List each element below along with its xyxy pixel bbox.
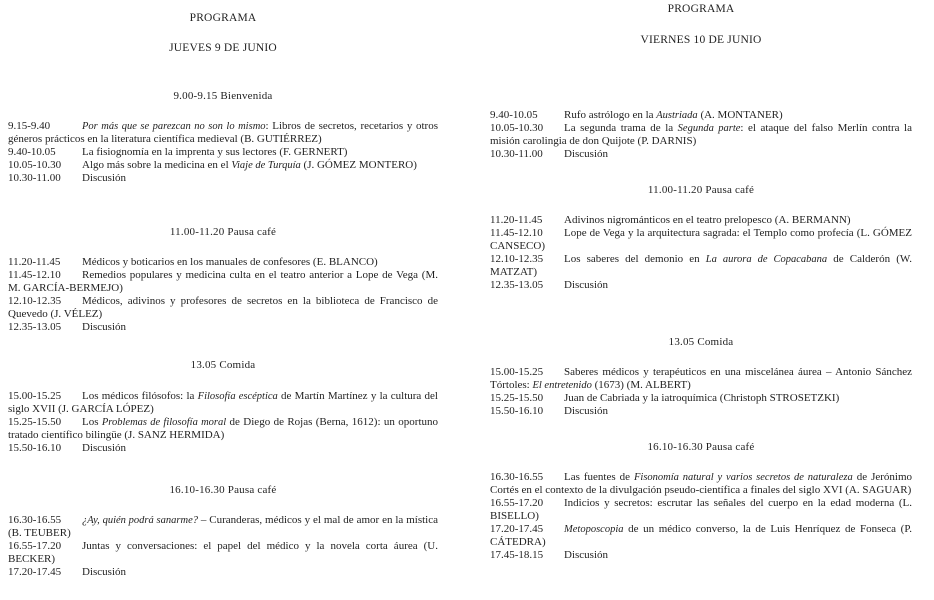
program-entry [8,390,438,416]
work-title: Metoposcopia [564,524,624,535]
entry-time: 17.45-18.15 [490,549,544,561]
session-block [8,390,438,455]
entry-text: de Diego de Rojas (Berna, 1612): un oportuno tratado científico bilingüe (J. SANZ HERMIDA) [8,416,439,441]
entry-time: 12.35-13.05 [490,279,544,291]
program-entry [8,256,438,269]
program-entry [8,540,438,566]
section-header: 11.00-11.20 Pausa café [647,184,755,196]
entry-time: 11.20-11.45 [8,256,61,268]
session-block [490,366,912,418]
entry-text: Indicios y secretos: escrutar las señales del cuerpo en la edad moderna (L. BISELLO) [490,497,912,522]
entry-time: 11.45-12.10 [8,269,61,281]
program-entry [490,214,912,227]
entry-time: 15.50-16.10 [8,442,62,454]
program-entry [8,442,438,455]
entry-time: 16.30-16.55 [8,514,62,526]
entry-time: 10.05-10.30 [8,159,62,171]
entry-text: (1673) (M. ALBERT) [591,379,691,391]
program-entry [490,122,912,148]
entry-text: de Jerónimo Cortés en el contexto de la divulgación pseudo-científica a finales del siglo XVI (A. SAGUAR) [490,471,913,496]
section-header: 16.10-16.30 Pausa café [647,441,755,453]
programa-heading: PROGRAMA [667,3,735,15]
program-entry [490,497,912,523]
program-entry [490,471,912,497]
entry-text: Discusión [564,279,608,291]
entry-text: Médicos, adivinos y profesores de secretos en la biblioteca de Francisco de Quevedo (J. VÉLEZ) [8,295,438,320]
entry-text: Discusión [564,148,608,160]
program-entry [8,321,438,334]
entry-text: Saberes médicos y terapéuticos en una miscelánea áurea – Antonio Sánchez Tórtoles: [490,366,912,391]
program-entry [490,549,912,562]
entry-text: Discusión [564,549,608,561]
section-header: 9.00-9.15 Bienvenida [173,90,273,102]
work-title: Segunda parte [677,123,741,134]
entry-time: 11.45-12.10 [490,227,543,239]
entry-time: 15.50-16.10 [490,405,544,417]
entry-time: 9.15-9.40 [8,120,51,132]
entry-text: Los saberes del demonio en [564,253,706,265]
entry-text: La segunda trama de la [564,122,678,134]
section-header: 13.05 Comida [668,336,734,348]
programa-heading: PROGRAMA [189,12,257,24]
work-title: Filosofía escéptica [197,391,278,402]
entry-text: (J. GÓMEZ MONTERO) [300,159,417,171]
entry-time: 15.00-15.25 [8,390,62,402]
work-title: Por más que se parezcan no son lo mismo [82,121,266,132]
section-header: 13.05 Comida [190,359,256,371]
program-entry [8,566,438,579]
program-entry [8,416,438,442]
entry-text: Los [82,416,102,428]
section-header: 11.00-11.20 Pausa café [169,226,277,238]
program-entry [8,146,438,159]
entry-time: 16.30-16.55 [490,471,544,483]
work-title: Austriada [656,110,698,121]
entry-time: 17.20-17.45 [490,523,544,535]
entry-time: 10.30-11.00 [490,148,543,160]
entry-time: 11.20-11.45 [490,214,543,226]
entry-time: 12.35-13.05 [8,321,62,333]
entry-time: 9.40-10.05 [8,146,56,158]
entry-time: 16.55-17.20 [8,540,62,552]
entry-time: 15.25-15.50 [8,416,62,428]
entry-text: Discusión [82,172,126,184]
entry-text: Lope de Vega y la arquitectura sagrada: el Templo como profecía (L. GÓMEZ CANSECO) [490,227,912,252]
section-header: 16.10-16.30 Pausa café [169,484,277,496]
entry-text: Los médicos filósofos: la [82,390,198,402]
program-entry [8,159,438,172]
entry-text: Las fuentes de [564,471,634,483]
entry-text: Adivinos nigrománticos en el teatro prelopesco (A. BERMANN) [564,214,851,226]
entry-text: Juan de Cabriada y la iatroquímica (Christoph STROSETZKI) [564,392,840,404]
work-title: La aurora de Copacabana [705,254,828,265]
entry-time: 16.55-17.20 [490,497,544,509]
program-entry [490,253,912,279]
program-entry [8,172,438,185]
entry-text: Discusión [564,405,608,417]
entry-text: : Libros de secretos, recetarios y otros géneros prácticos en la literatura científica medieval (B. GUTIÉRREZ) [8,120,438,145]
entry-text: La fisiognomía en la imprenta y sus lectores (F. GERNERT) [82,146,348,158]
program-entry [490,148,912,161]
program-entry [8,120,438,146]
entry-text: (A. MONTANER) [697,109,783,121]
entry-time: 10.30-11.00 [8,172,61,184]
program-entry [8,295,438,321]
work-title: Problemas de filosofía moral [101,417,227,428]
session-block [490,109,912,161]
program-entry [490,279,912,292]
session-block [8,514,438,579]
session-block [490,471,912,562]
work-title: Fisonomía natural y varios secretos de naturaleza [633,472,853,483]
entry-text: de Martín Martínez y la cultura del siglo XVII (J. GARCÍA LÓPEZ) [8,390,438,415]
entry-time: 9.40-10.05 [490,109,538,121]
entry-text: de Calderón (W. MATZAT) [490,253,912,278]
entry-text: – Curanderas, médicos y el mal de amor en la mística (B. TEUBER) [8,514,438,539]
entry-time: 12.10-12.35 [490,253,544,265]
entry-text: Rufo astrólogo en la [564,109,657,121]
entry-time: 15.00-15.25 [490,366,544,378]
program-entry [490,227,912,253]
program-entry [490,366,912,392]
program-entry [490,392,912,405]
entry-time: 10.05-10.30 [490,122,544,134]
entry-time: 17.20-17.45 [8,566,62,578]
program-entry [8,514,438,540]
work-title: ¿Ay, quién podrá sanarme? [82,515,198,526]
entry-text: Discusión [82,442,126,454]
entry-time: 12.10-12.35 [8,295,62,307]
program-entry [8,269,438,295]
work-title: Viaje de Turquía [231,160,301,171]
entry-text: de un médico converso, la de Luis Henríquez de Fonseca (P. CÁTEDRA) [490,523,912,548]
entry-time: 15.25-15.50 [490,392,544,404]
program-entry [490,405,912,418]
entry-text: Médicos y boticarios en los manuales de confesores (E. BLANCO) [82,256,378,268]
work-title: El entretenido [532,380,592,391]
entry-text: Remedios populares y medicina culta en el teatro anterior a Lope de Vega (M. M. GARCÍA-BERMEJO) [8,269,438,294]
program-entry [490,523,912,549]
entry-text: Discusión [82,566,126,578]
entry-text: Discusión [82,321,126,333]
entry-text: Juntas y conversaciones: el papel del médico y la novela corta áurea (U. BECKER) [8,540,438,565]
session-block [8,256,438,334]
session-block [490,214,912,292]
program-entry [490,109,912,122]
entry-text: Algo más sobre la medicina en el [82,159,232,171]
day-heading: JUEVES 9 DE JUNIO [169,42,277,54]
day-heading: VIERNES 10 DE JUNIO [640,34,762,46]
session-block [8,120,438,185]
entry-text: : el ataque del falso Merlín contra la misión carolingia de don Quijote (P. DARNIS) [490,122,912,147]
